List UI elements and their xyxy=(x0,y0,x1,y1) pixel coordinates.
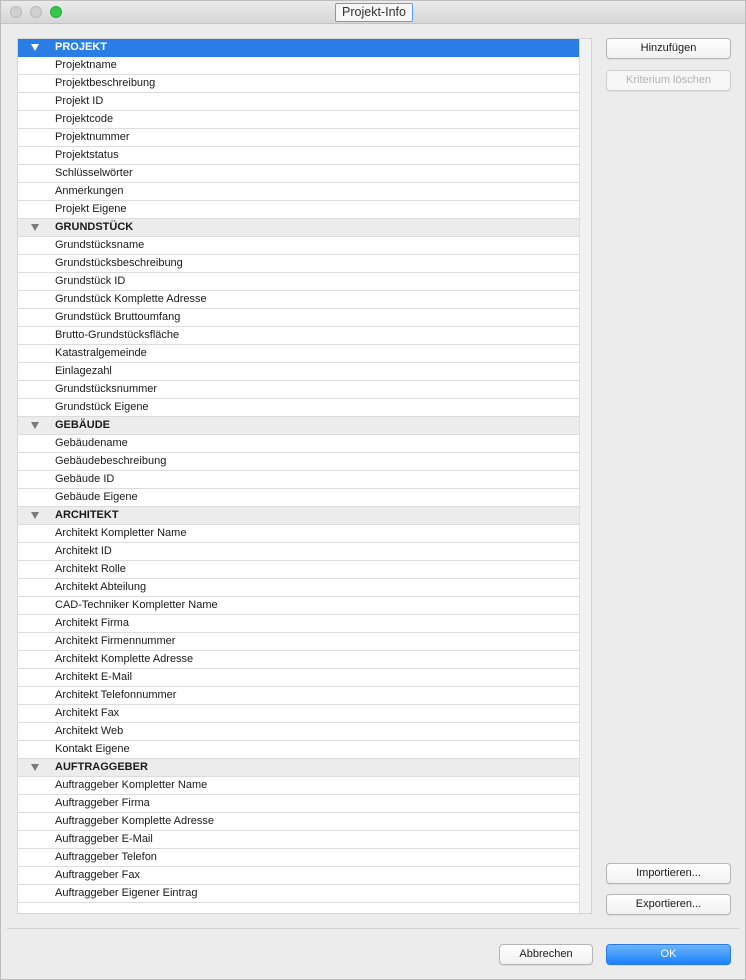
import-button[interactable]: Importieren... xyxy=(606,863,731,884)
list-item[interactable] xyxy=(18,885,580,903)
group-row-1[interactable] xyxy=(18,219,580,237)
disclosure-triangle-icon[interactable] xyxy=(31,512,39,519)
list-item[interactable] xyxy=(18,597,580,615)
list-item[interactable] xyxy=(18,399,580,417)
list-item[interactable] xyxy=(18,579,580,597)
list-item[interactable] xyxy=(18,273,580,291)
list-item-label: Grundstücksname xyxy=(55,239,145,251)
group-label: PROJEKT xyxy=(55,41,107,53)
list-item-label: Brutto-Grundstücksfläche xyxy=(55,329,180,341)
list-item[interactable] xyxy=(18,291,580,309)
group-row-4[interactable] xyxy=(18,759,580,777)
list-item-label: Gebäudebeschreibung xyxy=(55,455,167,467)
list-item[interactable] xyxy=(18,561,580,579)
list-item[interactable] xyxy=(18,309,580,327)
list-item[interactable] xyxy=(18,867,580,885)
group-label: GRUNDSTÜCK xyxy=(55,221,134,233)
list-item-label: Architekt Abteilung xyxy=(55,581,147,593)
group-label: ARCHITEKT xyxy=(55,509,119,521)
list-item-label: Architekt Firmennummer xyxy=(55,635,176,647)
criteria-list-rows xyxy=(18,39,580,903)
list-item[interactable] xyxy=(18,543,580,561)
list-item[interactable] xyxy=(18,723,580,741)
list-item[interactable] xyxy=(18,813,580,831)
group-row-2[interactable] xyxy=(18,417,580,435)
list-item-label: Projektbeschreibung xyxy=(55,77,156,89)
title-bar xyxy=(1,1,745,24)
disclosure-triangle-icon[interactable] xyxy=(31,224,39,231)
list-item-label: Auftraggeber Kompletter Name xyxy=(55,779,208,791)
list-item-label: Projektstatus xyxy=(55,149,119,161)
list-item[interactable] xyxy=(18,525,580,543)
list-item[interactable] xyxy=(18,741,580,759)
delete-criterion-button[interactable]: Kriterium löschen xyxy=(606,70,731,91)
list-item-label: Grundstück Komplette Adresse xyxy=(55,293,207,305)
list-item[interactable] xyxy=(18,687,580,705)
group-label: GEBÄUDE xyxy=(55,419,111,431)
list-item-label: Architekt Fax xyxy=(55,707,120,719)
list-item-label: Projekt ID xyxy=(55,95,104,107)
list-item[interactable] xyxy=(18,237,580,255)
export-button[interactable]: Exportieren... xyxy=(606,894,731,915)
list-item[interactable] xyxy=(18,147,580,165)
list-item-label: Gebäude ID xyxy=(55,473,115,485)
list-item-label: Architekt E-Mail xyxy=(55,671,133,683)
list-item[interactable] xyxy=(18,129,580,147)
list-item[interactable] xyxy=(18,183,580,201)
list-item-label: CAD-Techniker Kompletter Name xyxy=(55,599,218,611)
list-item-label: Grundstück Eigene xyxy=(55,401,149,413)
list-item[interactable] xyxy=(18,651,580,669)
list-item[interactable] xyxy=(18,255,580,273)
list-item-label: Architekt Firma xyxy=(55,617,129,629)
list-item[interactable] xyxy=(18,705,580,723)
list-item[interactable] xyxy=(18,777,580,795)
disclosure-triangle-icon[interactable] xyxy=(31,44,39,51)
list-item-label: Gebäudename xyxy=(55,437,128,449)
list-item[interactable] xyxy=(18,849,580,867)
list-item[interactable] xyxy=(18,795,580,813)
list-item[interactable] xyxy=(18,633,580,651)
footer-separator xyxy=(7,928,739,929)
group-label: AUFTRAGGEBER xyxy=(55,761,148,773)
list-item[interactable] xyxy=(18,165,580,183)
list-item-label: Kontakt Eigene xyxy=(55,743,130,755)
list-item[interactable] xyxy=(18,75,580,93)
list-item-label: Grundstück ID xyxy=(55,275,126,287)
list-item-label: Auftraggeber Komplette Adresse xyxy=(55,815,214,827)
disclosure-triangle-icon[interactable] xyxy=(31,422,39,429)
list-item-label: Auftraggeber Fax xyxy=(55,869,140,881)
list-item[interactable] xyxy=(18,831,580,849)
window-title: Projekt-Info xyxy=(335,3,413,22)
list-item-label: Auftraggeber E-Mail xyxy=(55,833,153,845)
disclosure-triangle-icon[interactable] xyxy=(31,764,39,771)
list-item[interactable] xyxy=(18,93,580,111)
list-item-label: Projektcode xyxy=(55,113,114,125)
list-item[interactable] xyxy=(18,201,580,219)
list-item-label: Einlagezahl xyxy=(55,365,112,377)
list-item-label: Schlüsselwörter xyxy=(55,167,133,179)
list-item-label: Auftraggeber Eigener Eintrag xyxy=(55,887,198,899)
list-item[interactable] xyxy=(18,615,580,633)
list-item[interactable] xyxy=(18,327,580,345)
list-item[interactable] xyxy=(18,345,580,363)
list-item-label: Grundstücksbeschreibung xyxy=(55,257,183,269)
list-item-label: Projektname xyxy=(55,59,117,71)
list-item[interactable] xyxy=(18,669,580,687)
group-row-0[interactable] xyxy=(18,39,580,57)
list-item-label: Grundstücksnummer xyxy=(55,383,158,395)
ok-button[interactable]: OK xyxy=(606,944,731,965)
list-item[interactable] xyxy=(18,435,580,453)
zoom-window-button[interactable] xyxy=(50,6,62,18)
group-row-3[interactable] xyxy=(18,507,580,525)
list-item-label: Auftraggeber Firma xyxy=(55,797,150,809)
list-item-label: Anmerkungen xyxy=(55,185,124,197)
list-item-label: Architekt ID xyxy=(55,545,112,557)
close-window-button[interactable] xyxy=(10,6,22,18)
list-item[interactable] xyxy=(18,471,580,489)
cancel-button[interactable]: Abbrechen xyxy=(499,944,593,965)
list-item-label: Architekt Telefonnummer xyxy=(55,689,177,701)
list-item[interactable] xyxy=(18,381,580,399)
list-item-label: Architekt Rolle xyxy=(55,563,126,575)
list-item[interactable] xyxy=(18,57,580,75)
list-item-label: Projektnummer xyxy=(55,131,130,143)
list-item-label: Katastralgemeinde xyxy=(55,347,147,359)
list-item[interactable] xyxy=(18,111,580,129)
vertical-scrollbar[interactable] xyxy=(579,39,591,913)
add-button[interactable]: Hinzufügen xyxy=(606,38,731,59)
list-item[interactable] xyxy=(18,489,580,507)
list-item[interactable] xyxy=(18,453,580,471)
criteria-list[interactable] xyxy=(17,38,592,914)
list-item[interactable] xyxy=(18,363,580,381)
list-item-label: Architekt Komplette Adresse xyxy=(55,653,194,665)
list-item-label: Gebäude Eigene xyxy=(55,491,138,503)
list-item-label: Auftraggeber Telefon xyxy=(55,851,157,863)
minimize-window-button[interactable] xyxy=(30,6,42,18)
list-item-label: Grundstück Bruttoumfang xyxy=(55,311,181,323)
list-item-label: Architekt Kompletter Name xyxy=(55,527,187,539)
list-item-label: Projekt Eigene xyxy=(55,203,127,215)
list-item-label: Architekt Web xyxy=(55,725,124,737)
